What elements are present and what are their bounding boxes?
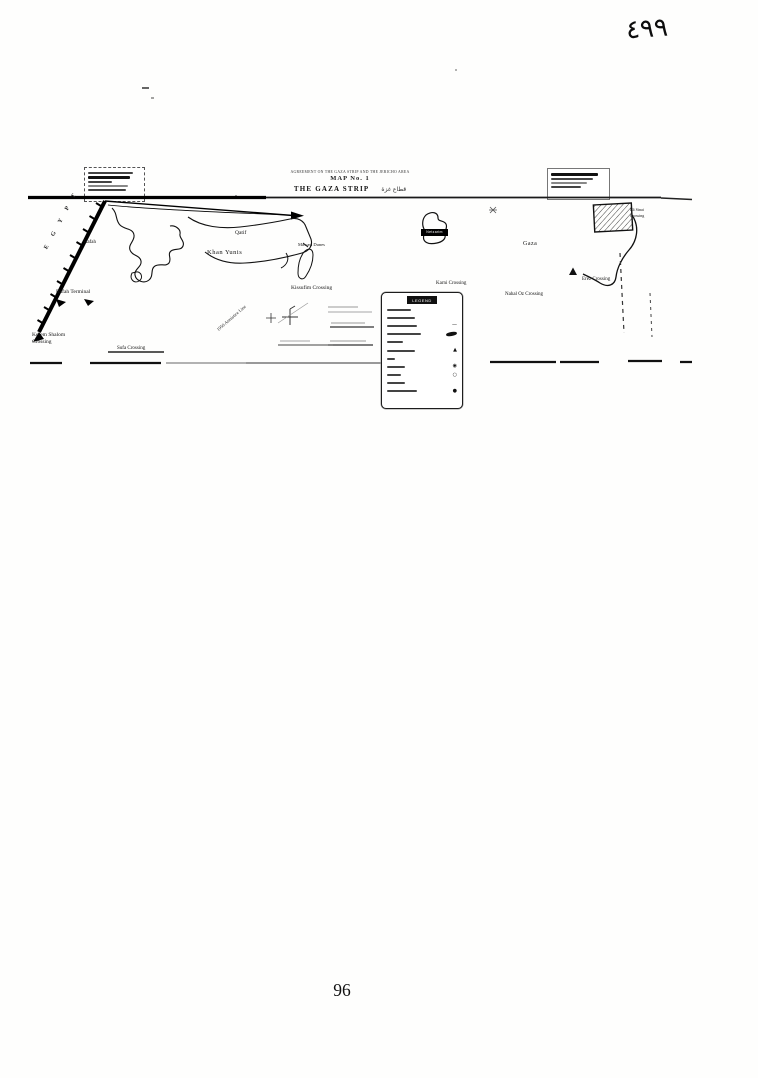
legend-rows	[382, 306, 462, 396]
erez-crossing-marker	[569, 268, 577, 276]
label-eli-sinai-crossing: Eli Sinai Crossing	[630, 207, 645, 218]
legend-item-text	[387, 309, 411, 311]
legend-row	[387, 322, 457, 330]
label-erez-crossing: Erez Crossing	[582, 277, 611, 282]
rafah-area-outline	[112, 208, 183, 282]
label-rafah-terminal: Rafah Terminal	[56, 289, 91, 295]
legend-symbol-triangle: ▲	[453, 347, 457, 354]
note-text-line	[88, 172, 133, 174]
label-sufa-crossing: Sufa Crossing	[117, 346, 146, 351]
label-khan-yunis: Khan Yunis	[207, 249, 243, 256]
coastline	[105, 201, 304, 220]
legend-title: LEGEND	[407, 296, 437, 304]
label-karni-crossing: Karni Crossing	[436, 281, 467, 286]
legend-item-text	[387, 382, 405, 384]
legend-symbol-blob	[446, 331, 457, 336]
map-bottom-frame-line	[30, 361, 692, 363]
label-netzarim: Netzarim	[421, 229, 448, 236]
north-gaza-hatched-area	[593, 203, 632, 232]
legend-symbol-dash: —	[452, 322, 457, 329]
label-egypt: E G Y P T	[43, 189, 80, 251]
label-gaza: Gaza	[523, 241, 538, 247]
eastern-dashed-border	[620, 253, 652, 337]
legend-item-text	[387, 317, 415, 319]
khan-yunis-region-tail	[281, 253, 288, 268]
agreement-title: AGREEMENT ON THE GAZA STRIP AND THE JERICHO AREA	[290, 169, 410, 174]
note-text-line	[88, 185, 128, 187]
label-kissufim-crossing: Kissufim Crossing	[291, 285, 333, 291]
legend-item-text	[387, 325, 417, 327]
legend-item-text	[387, 341, 403, 343]
note-text-line	[88, 176, 130, 179]
label-qatif: Qatif	[235, 230, 247, 236]
map-title-block	[260, 169, 440, 194]
map-legend	[381, 292, 463, 409]
legend-row	[387, 355, 457, 363]
legend-row	[387, 346, 457, 354]
map-number: MAP No. 1	[330, 175, 370, 182]
legend-symbol-circle: ◉	[452, 363, 457, 370]
legend-item-text	[387, 333, 421, 335]
handwritten-page-numeral: ٤٩٩	[625, 12, 669, 46]
label-kerem-shalom-crossing: Kerem Shalom Crossing	[32, 332, 66, 346]
legend-row	[387, 330, 457, 338]
map-top-frame-line	[28, 195, 692, 200]
label-rafah: Rafah	[84, 240, 96, 245]
map-title-arabic: قطاع غزة	[381, 186, 407, 194]
legend-item-text	[387, 350, 415, 352]
legend-row	[387, 314, 457, 322]
map-drawing	[28, 195, 694, 409]
label-nahal-oz-crossing: Nahal Oz Crossing	[505, 292, 544, 297]
legend-row	[387, 387, 457, 395]
legend-item-text	[387, 366, 405, 368]
legend-row	[387, 363, 457, 371]
egypt-border-line	[33, 201, 105, 342]
note-text-line	[551, 186, 581, 188]
legend-row	[387, 338, 457, 346]
note-text-line	[551, 178, 593, 180]
note-text-line	[551, 173, 598, 176]
legend-symbol-circle-small: ○	[452, 371, 457, 378]
legend-item-text	[387, 390, 417, 392]
label-armistice-line: 1950 Armistice Line	[215, 303, 247, 332]
survey-annotations	[266, 303, 374, 345]
legend-row	[387, 306, 457, 314]
asterisk-mark	[489, 207, 497, 213]
map-title-english: THE GAZA STRIP	[293, 185, 370, 194]
scan-artifact-mark	[455, 69, 457, 71]
rafah-area-loop	[131, 272, 141, 282]
page-number: 96	[333, 980, 351, 1000]
scan-artifact-mark	[151, 97, 154, 99]
label-dunes: Mawasi Dunes	[298, 242, 325, 247]
dunes-outline	[298, 243, 313, 279]
note-text-line	[88, 181, 112, 183]
khan-yunis-region-outline	[188, 217, 312, 263]
legend-row	[387, 371, 457, 379]
legend-item-text	[387, 358, 395, 360]
legend-row	[387, 379, 457, 387]
note-text-line	[88, 189, 126, 191]
legend-symbol-dot: ●	[452, 387, 457, 394]
legend-item-text	[387, 374, 401, 376]
scan-artifact-mark	[142, 87, 149, 89]
note-text-line	[551, 182, 587, 184]
